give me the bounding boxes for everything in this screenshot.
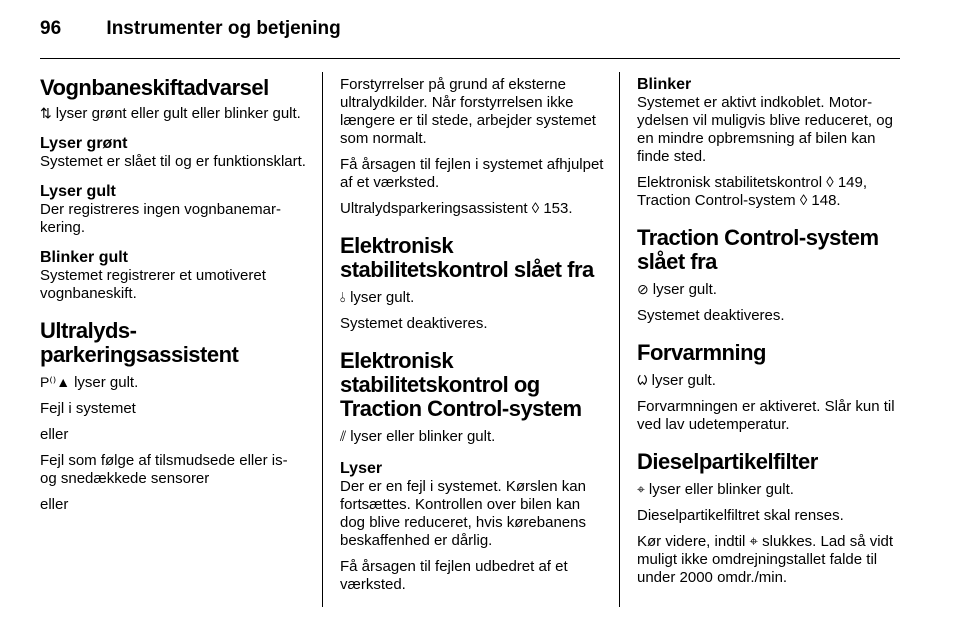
text: Dieselpartikelfiltret skal renses.	[637, 507, 844, 524]
text: Der er en fejl i systemet. Kørslen kan fortsættes. Kontrollen over bilen kan dog blive reduceret, hvis kørebanens beskaffenhed er dårlig.	[340, 478, 586, 549]
subtitle-blink-yellow: Blinker gult	[40, 249, 129, 266]
text-green: Systemet er slået til og er funktionsklart.	[40, 153, 306, 170]
text: Systemet deaktiveres.	[637, 307, 785, 324]
esc-off-icon: ⫰	[340, 289, 347, 305]
text: eller	[40, 426, 69, 443]
text: Fejl i systemet	[40, 400, 136, 417]
section-title-preheat: Forvarmning	[637, 340, 766, 365]
text: Systemet deaktiveres.	[340, 315, 488, 332]
section-title-dpf: Dieselpartikelfilter	[637, 449, 818, 474]
column-divider	[619, 72, 620, 607]
section-title-parking-assist: Ultralyds- parkeringsassistent	[40, 318, 239, 367]
section-title-esc-tc: Elektronisk stabilitetskontrol og Traction Control-system	[340, 348, 582, 421]
text: Forstyrrelser på grund af eksterne ultralydkilder. Når forstyrrelsen ikke længere er til stede, arbejder systemet som normalt.	[340, 76, 596, 147]
subtitle-blink: Blinker	[637, 76, 692, 93]
text-blink-yellow: Systemet registrerer et umotiveret vognbaneskift.	[40, 267, 266, 302]
subtitle-lights: Lyser	[340, 460, 383, 477]
text: Systemet er aktivt indkoblet. Motorydelsen vil muligvis blive reduceret, og en mindre opbremsning af bilen kan finde sted.	[637, 94, 893, 165]
section-title-tc-off: Traction Control-system slået fra	[637, 225, 879, 274]
chapter-title: Instrumenter og betjening	[106, 18, 341, 39]
subtitle-green: Lyser grønt	[40, 135, 128, 152]
parking-assist-icon: P⁽⁾▲	[40, 374, 71, 390]
column-3: Blinker Systemet er aktivt indkoblet. Motorydelsen vil muligvis blive reduceret, og en mindre opbremsning af bilen kan finde sted. Elektronisk stabilitetskontrol ◊ 149, Traction Control-system ◊ 148. Traction Control-system slået fra ⊘ lyser gult. Systemet deaktiveres. Forvarmning ᱦ lyser gult. Forvarmningen er aktiveret. Slår kun til ved lav udetemperatur. Dieselpartikelfilter ⌖ lyser eller blinker gult. Dieselpartikelfiltret skal renses. Kør videre, indtil ⌖ slukkes. Lad så vidt muligt ikke omdrejningstallet falde til under 2000 omdr./min.	[637, 76, 905, 595]
page-number: 96	[40, 18, 62, 39]
subtitle-yellow: Lyser gult	[40, 183, 116, 200]
text: Fejl som følge af tilsmudsede eller is- og snedækkede sensorer	[40, 452, 288, 487]
preheat-icon: ᱦ	[637, 372, 648, 388]
column-divider	[322, 72, 323, 607]
page-header	[40, 18, 341, 40]
esc-tc-icon: ⫽	[340, 428, 347, 444]
text: Kør videre, indtil ⌖ slukkes. Lad så vidt muligt ikke omdrejningstallet falde til under 2000 omdr./min.	[637, 533, 894, 586]
tc-off-icon: ⊘	[637, 281, 649, 297]
text: Få årsagen til fejlen i systemet afhjulpet af et værksted.	[340, 156, 604, 191]
text: Ultralydsparkeringsassistent ◊ 153.	[340, 200, 573, 217]
column-1: Vognbaneskiftadvarsel ⇅ lyser grønt eller gult eller blinker gult. Lyser grønt Systemet er slået til og er funktionsklart. Lyser gult Der registreres ingen vognbanemarkering. Blinker gult Systemet registrerer et umotiveret vognbaneskift. Ultralyds- parkeringsassistent P⁽⁾▲ lyser gult. Fejl i systemet eller Fejl som følge af tilsmudsede eller is- og snedækkede sensorer eller	[40, 76, 308, 522]
text: Få årsagen til fejlen udbedret af et værksted.	[340, 558, 568, 593]
text: Elektronisk stabilitetskontrol ◊ 149, Traction Control-system ◊ 148.	[637, 174, 868, 209]
column-2: Forstyrrelser på grund af eksterne ultralydkilder. Når forstyrrelsen ikke længere er til stede, arbejder systemet som normalt. Få årsagen til fejlen i systemet afhjulpet af et værksted. Ultralydsparkeringsassistent ◊ 153. Elektronisk stabilitetskontrol slået fra ⫰ lyser gult. Systemet deaktiveres. Elektronisk stabilitetskontrol og Traction Control-system ⫽ lyser eller blinker gult. Lyser Der er en fejl i systemet. Kørslen kan fortsættes. Kontrollen over bilen kan dog blive reduceret, hvis kørebanens beskaffenhed er dårlig. Få årsagen til fejlen udbedret af et værksted.	[340, 76, 608, 606]
dpf-icon: ⌖	[637, 481, 645, 497]
section-title-lane-warning: Vognbaneskiftadvarsel	[40, 75, 269, 100]
text: eller	[40, 496, 69, 513]
lane-warning-icon: ⇅	[40, 105, 52, 121]
header-rule	[40, 58, 900, 59]
text-yellow: Der registreres ingen vognbanemarkering.	[40, 201, 281, 236]
text: Forvarmningen er aktiveret. Slår kun til ved lav udetemperatur.	[637, 398, 895, 433]
section-title-esc-off: Elektronisk stabilitetskontrol slået fra	[340, 233, 594, 282]
